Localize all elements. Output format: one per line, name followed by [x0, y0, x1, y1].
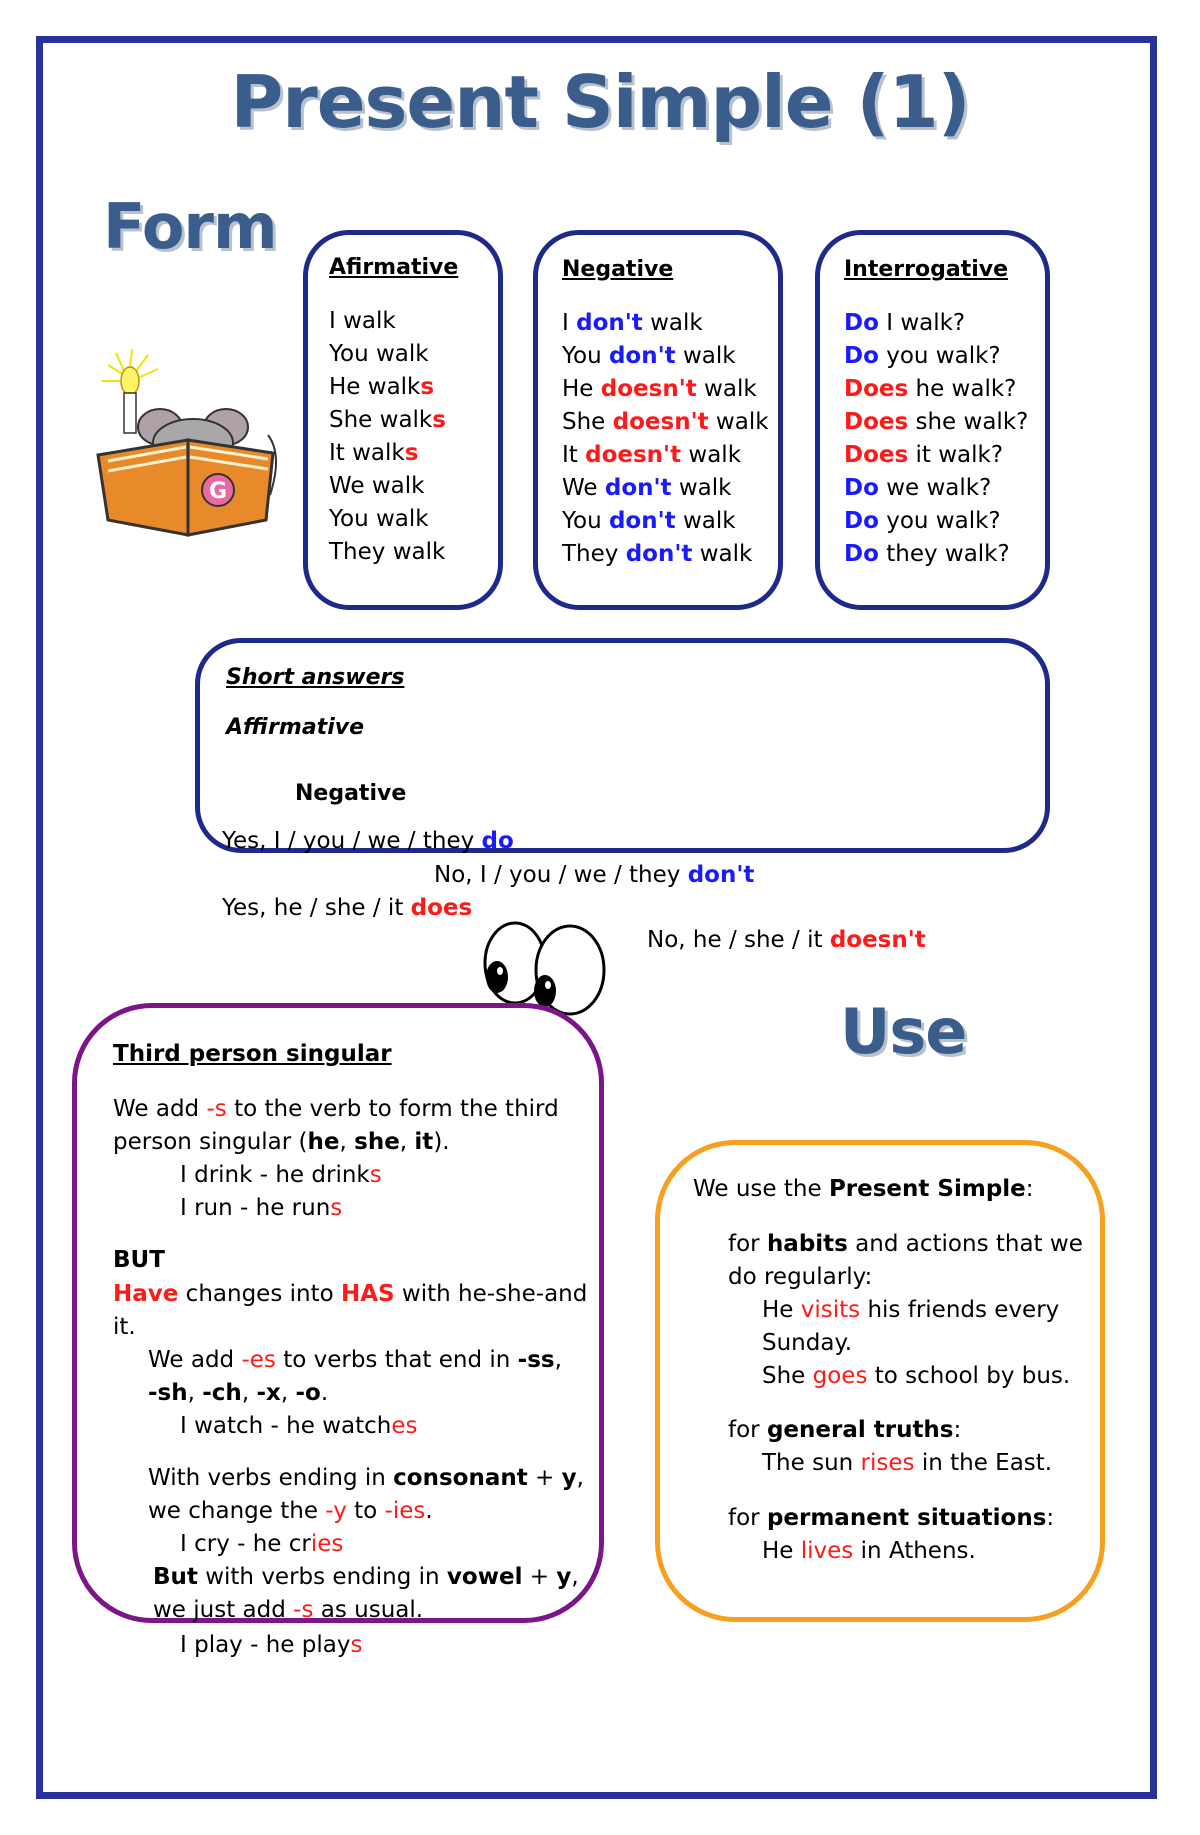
list-item: Does it walk? [844, 442, 1004, 468]
example-line: I cry - he cries [180, 1531, 344, 1557]
vowel-rule-line: But with verbs ending in vowel + y, [153, 1564, 579, 1590]
affirmative-header: Afirmative [329, 255, 459, 280]
short-answer-no-singular: No, he / she / it doesn't [647, 927, 926, 953]
list-item: We don't walk [562, 475, 732, 501]
example-line: She goes to school by bus. [762, 1363, 1071, 1389]
list-item: It doesn't walk [562, 442, 742, 468]
list-item: Do they walk? [844, 541, 1010, 567]
form-heading: Form [103, 190, 277, 263]
example-line: He lives in Athens. [762, 1538, 976, 1564]
y-rule-line: we change the -y to -ies. [148, 1498, 433, 1524]
short-answers-box [195, 638, 1050, 853]
list-item: He doesn't walk [562, 376, 757, 402]
third-person-header: Third person singular [113, 1041, 392, 1067]
negative-header: Negative [562, 257, 674, 282]
list-item: We walk [329, 473, 425, 499]
interrogative-list [844, 307, 1028, 571]
example-line: He visits his friends every [762, 1297, 1060, 1323]
example-line: I play - he plays [180, 1632, 363, 1658]
vowel-rule-line: we just add -s as usual. [153, 1597, 424, 1623]
have-rule-line: it. [113, 1314, 136, 1340]
list-item: You walk [329, 341, 429, 367]
use-habits-line: do regularly: [728, 1264, 873, 1290]
book-mouse-candle-icon [78, 335, 288, 545]
affirmative-box [303, 230, 503, 610]
list-item: They don't walk [562, 541, 753, 567]
list-item: Do you walk? [844, 508, 1001, 534]
use-habits-line: for habits and actions that we [728, 1231, 1083, 1257]
page-title: Present Simple (1) [230, 60, 970, 144]
short-answers-negative-label: Negative [295, 781, 407, 806]
short-answers-affirmative-label: Affirmative [226, 715, 364, 740]
list-item: She walks [329, 407, 446, 433]
short-answers-header: Short answers [226, 665, 405, 690]
list-item: You don't walk [562, 508, 736, 534]
interrogative-header: Interrogative [844, 257, 1009, 282]
list-item: He walks [329, 374, 435, 400]
example-line: I watch - he watches [180, 1413, 418, 1439]
have-rule-line: Have changes into HAS with he-she-and [113, 1281, 588, 1307]
third-person-rule-line: person singular (he, she, it). [113, 1129, 450, 1155]
interrogative-box [815, 230, 1050, 610]
short-answer-yes-singular: Yes, he / she / it does [222, 895, 473, 921]
use-heading: Use [840, 995, 967, 1068]
list-item: They walk [329, 539, 446, 565]
but-label: BUT [113, 1247, 165, 1273]
list-item: Does she walk? [844, 409, 1029, 435]
short-answer-yes-plural: Yes, I / you / we / they do [222, 828, 514, 854]
list-item: You don't walk [562, 343, 736, 369]
svg-text:G: G [208, 479, 228, 504]
negative-list [562, 307, 769, 571]
list-item: Does he walk? [844, 376, 1017, 402]
list-item: I don't walk [562, 310, 703, 336]
es-rule-line: We add -es to verbs that end in -ss, [148, 1347, 562, 1373]
y-rule-line: With verbs ending in consonant + y, [148, 1465, 584, 1491]
example-line: Sunday. [762, 1330, 853, 1356]
list-item: Do you walk? [844, 343, 1001, 369]
negative-box [533, 230, 783, 610]
use-permanent-line: for permanent situations: [728, 1505, 1055, 1531]
es-rule-line: -sh, -ch, -x, -o. [148, 1380, 329, 1406]
list-item: Do we walk? [844, 475, 992, 501]
list-item: It walks [329, 440, 419, 466]
use-intro: We use the Present Simple: [693, 1176, 1034, 1202]
third-person-rule-line: We add -s to the verb to form the third [113, 1096, 559, 1122]
affirmative-list [329, 305, 446, 569]
example-line: The sun rises in the East. [762, 1450, 1053, 1476]
use-truths-line: for general truths: [728, 1417, 962, 1443]
list-item: You walk [329, 506, 429, 532]
list-item: I walk [329, 308, 396, 334]
example-line: I drink - he drinks [180, 1162, 382, 1188]
list-item: Do I walk? [844, 310, 966, 336]
list-item: She doesn't walk [562, 409, 769, 435]
short-answer-no-plural: No, I / you / we / they don't [434, 862, 755, 888]
example-line: I run - he runs [180, 1195, 343, 1221]
